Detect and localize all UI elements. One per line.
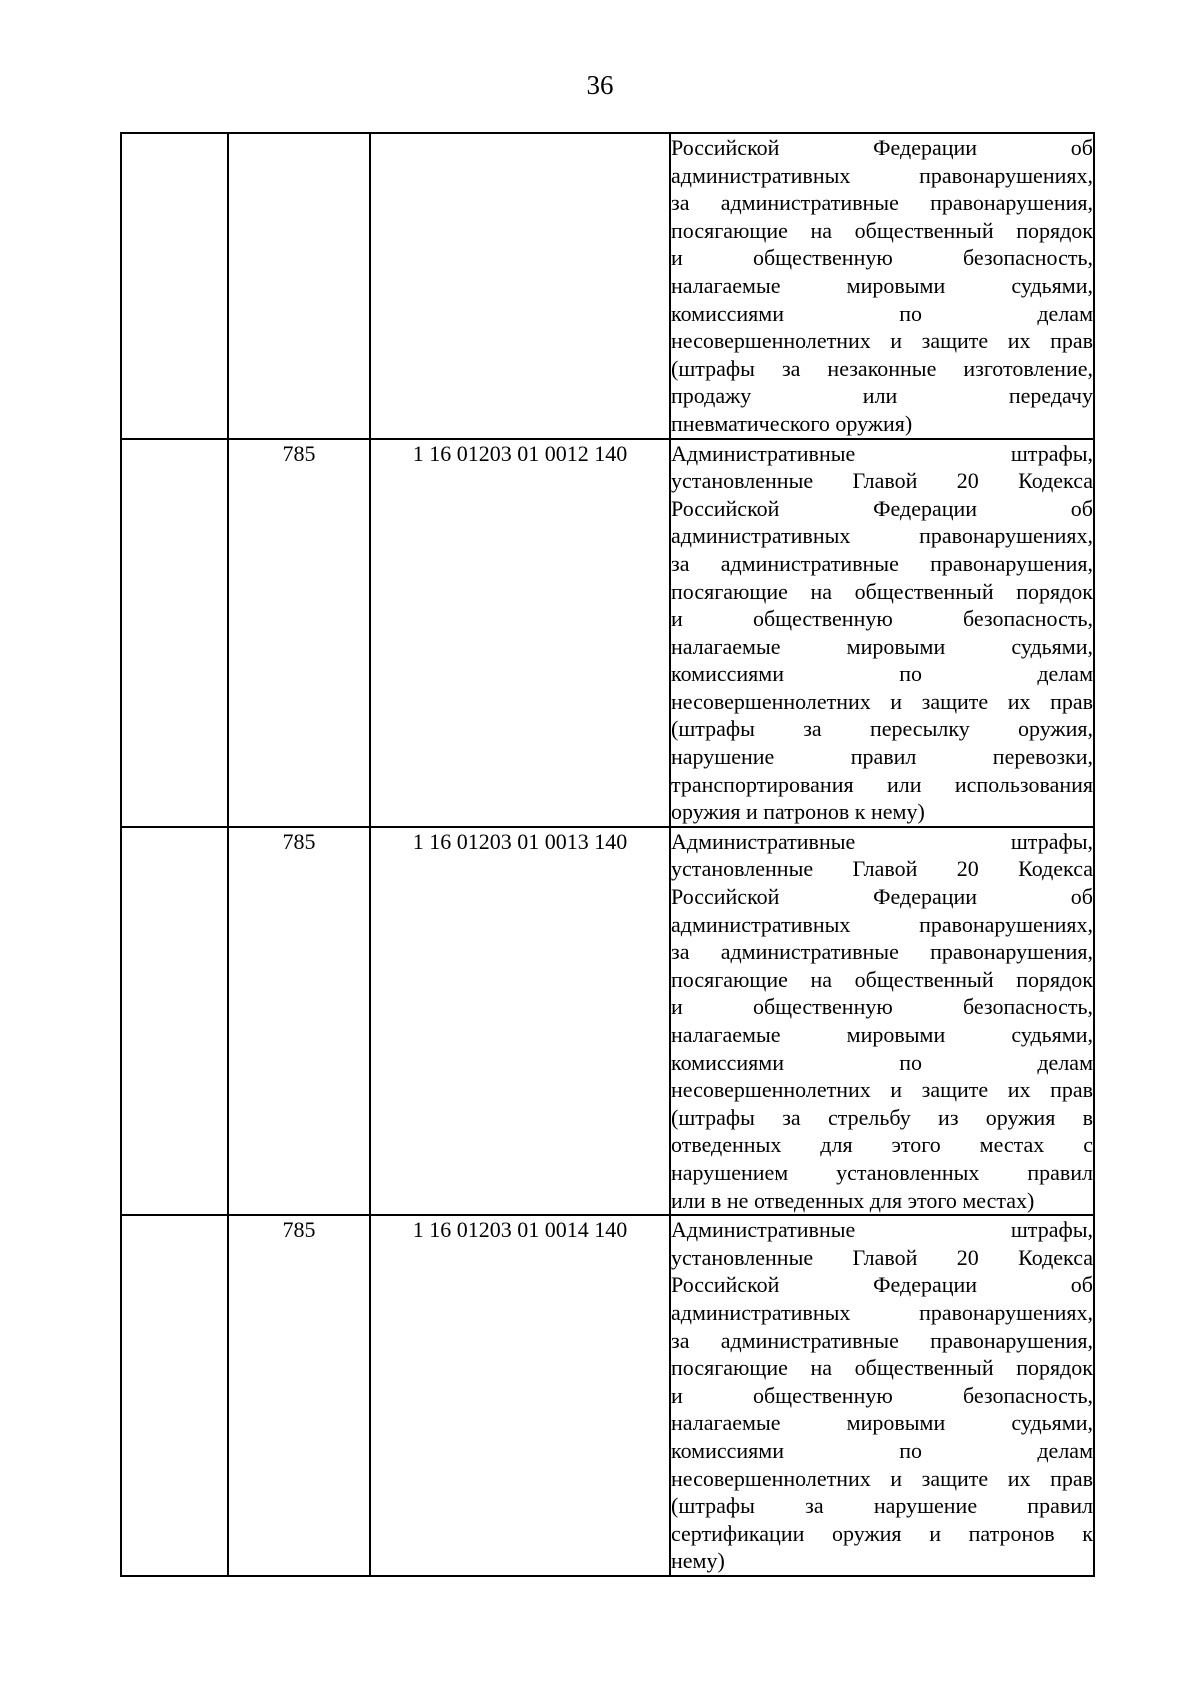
description-line: и общественную безопасность, (671, 994, 1093, 1020)
admin-code-cell (228, 133, 370, 439)
table-row (121, 1215, 1094, 1576)
table-row (121, 133, 1094, 439)
description-line: посягающие на общественный порядок (671, 217, 1093, 243)
description-line: за административные правонарушения, (671, 190, 1093, 216)
description-cell (670, 439, 1094, 827)
description-line: Российской Федерации об (671, 1272, 1093, 1298)
description-line: транспортирования или использования (671, 771, 1093, 797)
blank-cell (121, 1215, 228, 1576)
budget-codes-table (120, 132, 1095, 1577)
description-line: налагаемые мировыми судьями, (671, 633, 1093, 659)
description-line: сертификации оружия и патронов к (671, 1520, 1093, 1546)
description-line: административных правонарушениях, (671, 1299, 1093, 1325)
description-line: за административные правонарушения, (671, 550, 1093, 576)
description-line: посягающие на общественный порядок (671, 578, 1093, 604)
description-line: установленные Главой 20 Кодекса (671, 468, 1093, 494)
description-line: Российской Федерации об (671, 884, 1093, 910)
kbk-code-cell: 1 16 01203 01 0013 140 (370, 827, 670, 1215)
admin-code-cell: 785 (228, 439, 370, 827)
description-cell (670, 1215, 1094, 1576)
description-line: оружия и патронов к нему) (671, 799, 925, 825)
description-line: пневматического оружия) (671, 410, 913, 436)
description-line: и общественную безопасность, (671, 245, 1093, 271)
description-line: комиссиями по делам (671, 1049, 1093, 1075)
description-line: налагаемые мировыми судьями, (671, 1022, 1093, 1047)
description-line: комиссиями по делам (671, 300, 1093, 326)
description-line: Российской Федерации об (671, 135, 1093, 160)
description-line: посягающие на общественный порядок (671, 1355, 1093, 1381)
description-line: посягающие на общественный порядок (671, 966, 1093, 992)
description-line: за административные правонарушения, (671, 1327, 1093, 1353)
description-line: установленные Главой 20 Кодекса (671, 1244, 1093, 1270)
blank-cell (121, 133, 228, 439)
description-line: (штрафы за незаконные изготовление, (671, 355, 1093, 381)
description-line: или в не отведенных для этого местах) (671, 1187, 1035, 1213)
blank-cell (121, 827, 228, 1215)
description-line: (штрафы за пересылку оружия, (671, 716, 1093, 742)
description-line: административных правонарушениях, (671, 911, 1093, 937)
description-line: несовершеннолетних и защите их прав (671, 1077, 1093, 1103)
description-line: административных правонарушениях, (671, 523, 1093, 549)
description-line: отведенных для этого местах с (671, 1132, 1093, 1158)
description-line: Административные штрафы, (671, 1217, 1093, 1243)
description-line: Российской Федерации об (671, 495, 1093, 521)
admin-code-cell: 785 (228, 827, 370, 1215)
description-line: за административные правонарушения, (671, 939, 1093, 965)
kbk-code-cell (370, 133, 670, 439)
page-number: 36 (586, 70, 614, 100)
description-line: (штрафы за нарушение правил (671, 1493, 1093, 1519)
description-line: продажу или передачу (671, 383, 1093, 409)
description-line: нарушение правил перевозки, (671, 744, 1093, 770)
description-line: Административные штрафы, (671, 828, 1093, 854)
description-line: (штрафы за стрельбу из оружия в (671, 1104, 1093, 1130)
description-line: комиссиями по делам (671, 661, 1093, 687)
description-line: и общественную безопасность, (671, 1382, 1093, 1408)
table-row (121, 439, 1094, 827)
description-line: несовершеннолетних и защите их прав (671, 688, 1093, 714)
admin-code-cell: 785 (228, 1215, 370, 1576)
kbk-code-cell: 1 16 01203 01 0014 140 (370, 1215, 670, 1576)
description-cell (670, 827, 1094, 1215)
description-line: и общественную безопасность, (671, 606, 1093, 632)
description-line: установленные Главой 20 Кодекса (671, 856, 1093, 882)
description-line: несовершеннолетних и защите их прав (671, 328, 1093, 354)
description-line: нарушением установленных правил (671, 1159, 1093, 1185)
description-line: нему) (671, 1548, 725, 1574)
description-line: налагаемые мировыми судьями, (671, 272, 1093, 298)
description-cell (670, 133, 1094, 439)
description-line: несовершеннолетних и защите их прав (671, 1465, 1093, 1491)
description-line: Административные штрафы, (671, 440, 1093, 466)
blank-cell (121, 439, 228, 827)
table-row (121, 827, 1094, 1215)
description-line: налагаемые мировыми судьями, (671, 1410, 1093, 1436)
kbk-code-cell: 1 16 01203 01 0012 140 (370, 439, 670, 827)
description-line: комиссиями по делам (671, 1437, 1093, 1463)
description-line: административных правонарушениях, (671, 162, 1093, 188)
